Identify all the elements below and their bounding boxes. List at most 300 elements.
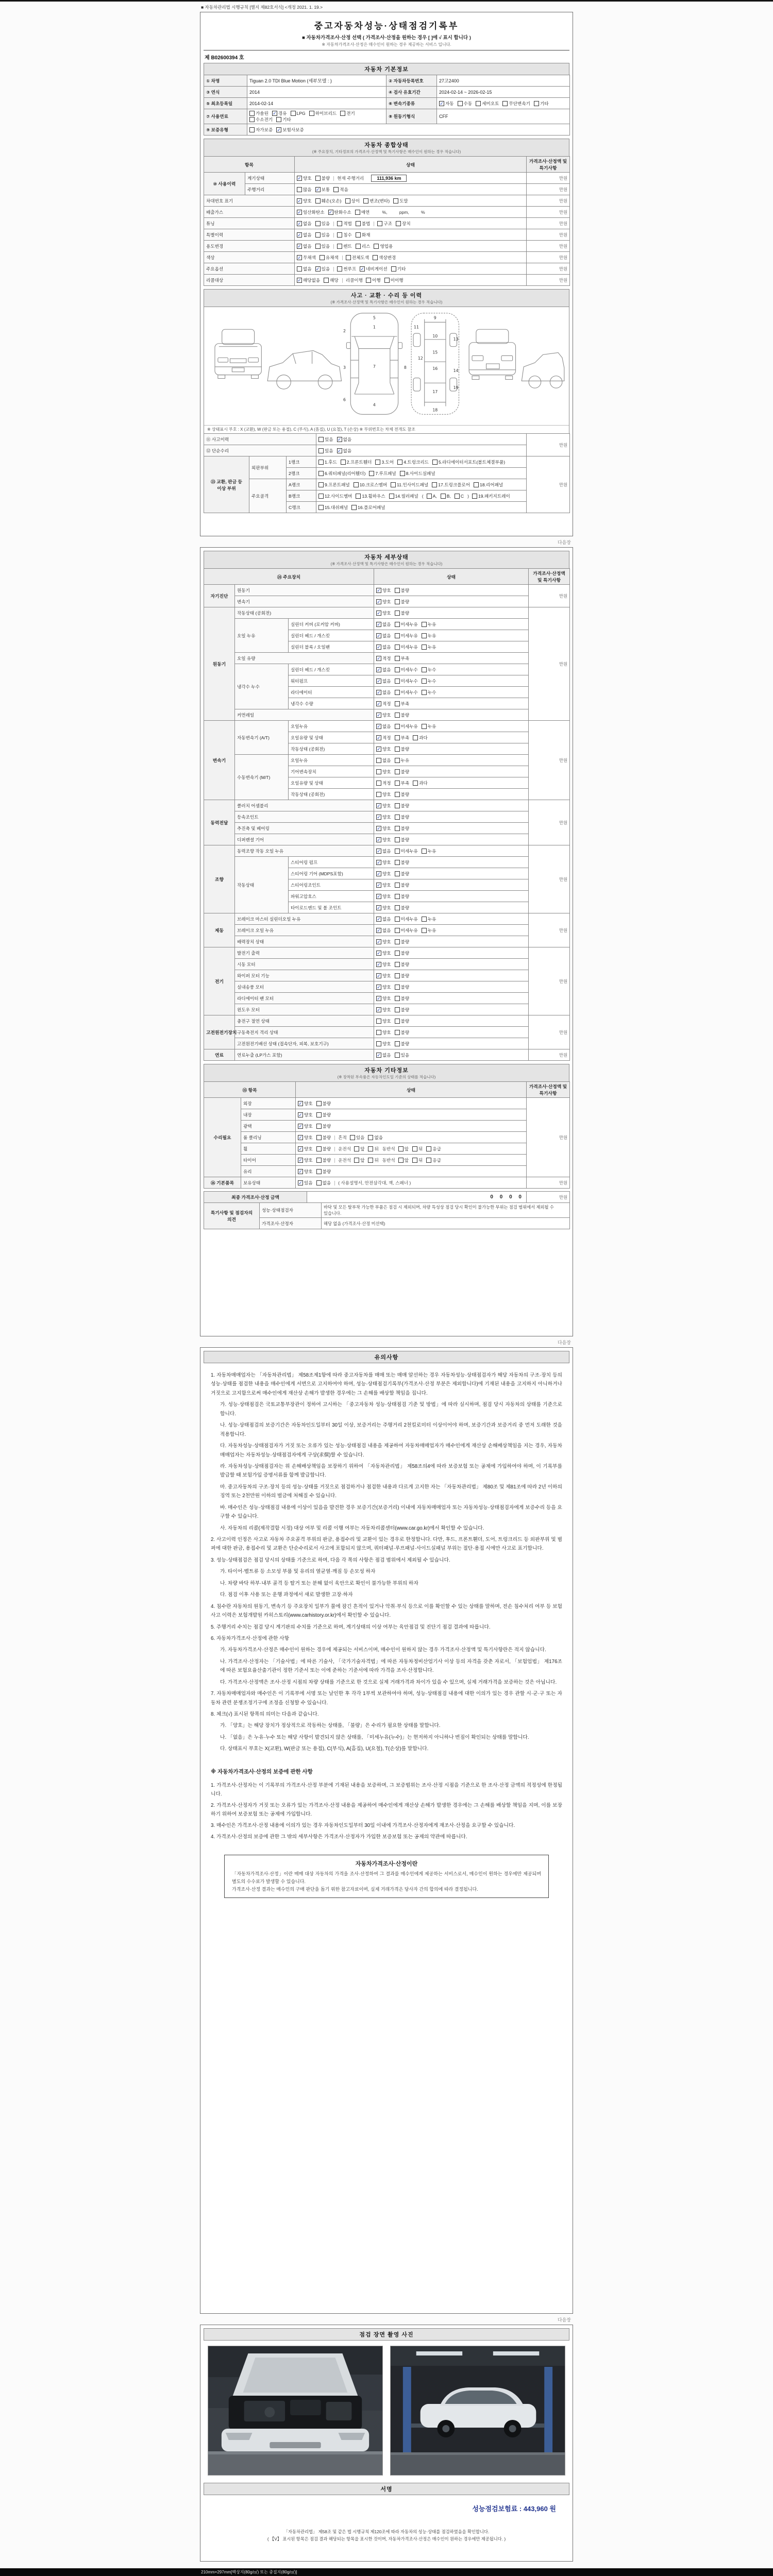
checkbox[interactable] xyxy=(350,1135,355,1140)
checkbox-option[interactable] xyxy=(354,1157,364,1163)
checkbox[interactable]: ✓ xyxy=(298,1157,303,1163)
checkbox[interactable] xyxy=(395,917,400,922)
checkbox-option[interactable] xyxy=(376,621,391,628)
checkbox[interactable]: ✓ xyxy=(377,814,381,820)
checkbox-option[interactable] xyxy=(316,1112,331,1118)
checkbox-option[interactable] xyxy=(395,633,418,639)
checkbox[interactable] xyxy=(426,1146,431,1151)
checkbox-option[interactable] xyxy=(395,599,410,605)
checkbox[interactable] xyxy=(376,1041,381,1046)
checkbox-option[interactable] xyxy=(422,667,436,673)
checkbox-option[interactable] xyxy=(291,111,306,116)
checkbox[interactable]: ✓ xyxy=(377,689,381,695)
checkbox[interactable] xyxy=(315,232,321,238)
checkbox[interactable] xyxy=(376,792,381,797)
checkbox-option[interactable] xyxy=(395,871,410,877)
checkbox[interactable]: ✓ xyxy=(298,1100,303,1106)
checkbox-option[interactable] xyxy=(376,973,391,979)
checkbox[interactable] xyxy=(395,611,400,616)
checkbox[interactable] xyxy=(395,656,400,661)
checkbox[interactable] xyxy=(346,255,351,260)
checkbox[interactable] xyxy=(356,494,361,499)
checkbox[interactable] xyxy=(384,278,390,283)
checkbox-option[interactable] xyxy=(395,995,410,1002)
checkbox-option[interactable] xyxy=(376,723,391,730)
checkbox[interactable] xyxy=(276,117,281,122)
checkbox-option[interactable] xyxy=(376,1007,391,1013)
checkbox[interactable] xyxy=(422,667,427,672)
checkbox[interactable]: ✓ xyxy=(377,837,381,842)
checkbox-option[interactable] xyxy=(455,494,464,499)
checkbox[interactable]: ✓ xyxy=(377,848,381,854)
checkbox[interactable] xyxy=(389,494,394,499)
checkbox-option[interactable] xyxy=(376,882,391,888)
checkbox-option[interactable] xyxy=(318,482,350,488)
checkbox-option[interactable] xyxy=(297,209,325,215)
checkbox-option[interactable] xyxy=(426,1146,441,1152)
checkbox-option[interactable] xyxy=(316,1168,331,1175)
checkbox[interactable] xyxy=(395,781,400,786)
checkbox-option[interactable] xyxy=(315,266,330,272)
checkbox[interactable] xyxy=(391,482,396,487)
checkbox-option[interactable] xyxy=(395,848,418,854)
checkbox[interactable] xyxy=(356,221,361,226)
checkbox[interactable] xyxy=(427,494,432,499)
checkbox[interactable] xyxy=(432,482,437,487)
checkbox[interactable] xyxy=(369,471,374,476)
checkbox-option[interactable] xyxy=(502,100,530,107)
checkbox-option[interactable] xyxy=(395,1018,410,1024)
checkbox-option[interactable] xyxy=(360,266,388,272)
checkbox[interactable] xyxy=(412,1158,417,1163)
checkbox[interactable] xyxy=(315,221,321,226)
checkbox[interactable] xyxy=(393,198,398,204)
checkbox[interactable] xyxy=(315,198,321,204)
checkbox[interactable] xyxy=(395,803,400,808)
checkbox-option[interactable] xyxy=(395,655,410,662)
checkbox[interactable] xyxy=(458,101,463,106)
checkbox[interactable] xyxy=(455,494,460,499)
checkbox[interactable] xyxy=(395,883,400,888)
checkbox[interactable] xyxy=(318,505,324,510)
checkbox[interactable] xyxy=(476,101,481,106)
checkbox-option[interactable] xyxy=(395,905,410,911)
checkbox-option[interactable] xyxy=(298,1180,313,1186)
checkbox[interactable] xyxy=(356,244,361,249)
checkbox-option[interactable] xyxy=(341,459,372,465)
checkbox[interactable]: ✓ xyxy=(377,893,381,899)
checkbox-option[interactable] xyxy=(412,1146,423,1152)
checkbox[interactable]: ✓ xyxy=(337,448,342,453)
checkbox[interactable] xyxy=(395,792,400,797)
checkbox[interactable]: ✓ xyxy=(377,859,381,865)
checkbox[interactable] xyxy=(376,758,381,763)
checkbox[interactable]: ✓ xyxy=(277,127,281,132)
checkbox-option[interactable] xyxy=(376,950,391,956)
checkbox[interactable] xyxy=(395,645,400,650)
checkbox-option[interactable] xyxy=(376,995,391,1002)
checkbox-option[interactable] xyxy=(395,689,418,696)
checkbox-option[interactable] xyxy=(366,277,381,283)
checkbox[interactable] xyxy=(474,482,479,487)
checkbox-option[interactable] xyxy=(422,723,436,730)
checkbox[interactable] xyxy=(354,1158,359,1163)
checkbox[interactable]: ✓ xyxy=(377,973,381,978)
checkbox-option[interactable] xyxy=(315,175,330,181)
checkbox[interactable]: ✓ xyxy=(377,939,381,944)
checkbox-option[interactable] xyxy=(333,187,348,193)
checkbox-option[interactable] xyxy=(309,110,337,116)
checkbox-option[interactable] xyxy=(395,1041,410,1047)
checkbox[interactable]: ✓ xyxy=(328,209,333,215)
checkbox[interactable]: ✓ xyxy=(377,633,381,638)
checkbox[interactable]: ✓ xyxy=(440,100,444,106)
checkbox[interactable]: ✓ xyxy=(298,1180,303,1185)
checkbox[interactable] xyxy=(395,622,400,627)
checkbox[interactable]: ✓ xyxy=(377,871,381,876)
checkbox[interactable] xyxy=(316,1112,322,1117)
checkbox-option[interactable] xyxy=(398,1146,409,1152)
checkbox[interactable] xyxy=(395,894,400,899)
checkbox[interactable] xyxy=(375,460,380,465)
checkbox-option[interactable] xyxy=(376,678,391,684)
checkbox[interactable] xyxy=(249,117,255,122)
checkbox[interactable] xyxy=(316,1101,322,1106)
checkbox[interactable] xyxy=(534,101,539,106)
next-page-label[interactable]: 다음장 xyxy=(557,2317,571,2323)
checkbox[interactable] xyxy=(422,849,427,854)
checkbox-option[interactable] xyxy=(249,110,268,116)
checkbox[interactable] xyxy=(395,1019,400,1024)
checkbox[interactable] xyxy=(373,255,378,260)
checkbox[interactable]: ✓ xyxy=(377,667,381,672)
checkbox-option[interactable] xyxy=(376,825,391,832)
checkbox-option[interactable] xyxy=(395,644,418,650)
checkbox-option[interactable] xyxy=(395,723,418,730)
checkbox-option[interactable] xyxy=(340,110,355,116)
checkbox[interactable]: ✓ xyxy=(377,927,381,933)
checkbox[interactable] xyxy=(395,667,400,672)
checkbox-option[interactable] xyxy=(356,243,371,249)
checkbox-option[interactable] xyxy=(337,266,356,272)
checkbox-option[interactable] xyxy=(376,984,391,990)
checkbox[interactable] xyxy=(422,645,427,650)
checkbox[interactable] xyxy=(472,494,477,499)
checkbox-option[interactable] xyxy=(272,110,287,116)
checkbox[interactable] xyxy=(395,973,400,978)
checkbox-option[interactable] xyxy=(476,100,499,107)
checkbox[interactable] xyxy=(337,232,342,238)
checkbox[interactable] xyxy=(376,1019,381,1024)
checkbox[interactable] xyxy=(395,826,400,831)
checkbox[interactable] xyxy=(391,266,396,272)
checkbox-option[interactable] xyxy=(395,678,418,684)
checkbox[interactable] xyxy=(316,1158,322,1163)
checkbox-option[interactable] xyxy=(345,198,360,204)
checkbox-option[interactable] xyxy=(422,644,436,650)
checkbox[interactable] xyxy=(316,1124,322,1129)
checkbox-option[interactable] xyxy=(376,837,391,843)
checkbox[interactable]: ✓ xyxy=(297,243,301,249)
checkbox[interactable]: ✓ xyxy=(377,655,381,661)
checkbox[interactable]: ✓ xyxy=(377,735,381,740)
checkbox-option[interactable] xyxy=(276,127,304,133)
checkbox[interactable]: ✓ xyxy=(298,1168,303,1174)
checkbox-option[interactable] xyxy=(376,1018,391,1024)
checkbox-option[interactable] xyxy=(395,825,410,832)
checkbox-option[interactable] xyxy=(376,712,391,718)
checkbox-option[interactable] xyxy=(373,255,396,261)
checkbox[interactable]: ✓ xyxy=(377,701,381,706)
checkbox[interactable] xyxy=(354,482,359,487)
checkbox-option[interactable] xyxy=(395,882,410,888)
checkbox-option[interactable] xyxy=(395,712,410,718)
checkbox-option[interactable] xyxy=(376,746,391,752)
checkbox-option[interactable] xyxy=(376,689,391,696)
checkbox-option[interactable] xyxy=(318,493,352,499)
checkbox-option[interactable] xyxy=(377,221,392,227)
checkbox[interactable] xyxy=(340,111,345,116)
checkbox[interactable]: ✓ xyxy=(377,712,381,718)
checkbox-option[interactable] xyxy=(395,769,410,775)
checkbox-option[interactable] xyxy=(249,116,273,123)
checkbox[interactable]: ✓ xyxy=(315,187,320,192)
checkbox[interactable]: ✓ xyxy=(297,221,301,226)
checkbox[interactable]: ✓ xyxy=(377,1052,381,1058)
checkbox[interactable]: ✓ xyxy=(377,950,381,956)
checkbox-option[interactable] xyxy=(376,916,391,922)
checkbox-option[interactable] xyxy=(389,493,418,499)
checkbox-option[interactable] xyxy=(413,735,428,741)
checkbox-option[interactable] xyxy=(363,198,390,204)
checkbox[interactable] xyxy=(368,1158,373,1163)
checkbox-option[interactable] xyxy=(395,757,410,764)
checkbox[interactable]: ✓ xyxy=(377,916,381,922)
checkbox-option[interactable] xyxy=(356,221,371,227)
checkbox[interactable] xyxy=(422,679,427,684)
checkbox-option[interactable] xyxy=(337,243,352,249)
checkbox[interactable] xyxy=(320,255,325,260)
checkbox[interactable] xyxy=(318,437,324,442)
checkbox[interactable] xyxy=(426,1158,431,1163)
checkbox[interactable] xyxy=(318,448,324,453)
checkbox-option[interactable] xyxy=(395,791,410,798)
checkbox-option[interactable] xyxy=(397,459,429,465)
checkbox-option[interactable] xyxy=(432,459,505,465)
checkbox[interactable] xyxy=(315,244,321,249)
checkbox-option[interactable] xyxy=(422,916,436,922)
checkbox-option[interactable] xyxy=(376,769,391,775)
checkbox-option[interactable] xyxy=(534,100,549,107)
checkbox[interactable] xyxy=(316,1135,322,1140)
checkbox-option[interactable] xyxy=(249,127,273,133)
checkbox-option[interactable] xyxy=(316,1180,331,1186)
checkbox[interactable] xyxy=(395,860,400,865)
checkbox[interactable] xyxy=(502,101,508,106)
checkbox-option[interactable] xyxy=(320,255,339,261)
checkbox[interactable] xyxy=(366,278,371,283)
checkbox-option[interactable] xyxy=(324,277,339,283)
checkbox[interactable] xyxy=(376,781,381,786)
checkbox[interactable]: ✓ xyxy=(297,255,301,260)
checkbox-option[interactable] xyxy=(337,436,352,443)
checkbox[interactable] xyxy=(395,588,400,593)
checkbox[interactable]: ✓ xyxy=(360,266,364,272)
checkbox-option[interactable] xyxy=(297,221,312,227)
checkbox-option[interactable] xyxy=(393,198,408,204)
checkbox-option[interactable] xyxy=(398,1157,409,1163)
checkbox-option[interactable] xyxy=(376,610,391,616)
checkbox[interactable] xyxy=(395,701,400,706)
checkbox[interactable] xyxy=(309,111,314,116)
checkbox[interactable]: ✓ xyxy=(377,621,381,627)
checkbox-option[interactable] xyxy=(432,482,470,488)
checkbox-option[interactable] xyxy=(315,187,330,193)
checkbox-option[interactable] xyxy=(315,221,330,227)
checkbox[interactable] xyxy=(395,769,400,774)
checkbox[interactable]: ✓ xyxy=(337,436,342,442)
checkbox-option[interactable] xyxy=(376,803,391,809)
checkbox[interactable] xyxy=(376,769,381,774)
checkbox-option[interactable] xyxy=(297,187,312,193)
checkbox-option[interactable] xyxy=(395,916,418,922)
checkbox-option[interactable] xyxy=(297,277,320,283)
checkbox-option[interactable] xyxy=(298,1112,313,1118)
checkbox[interactable] xyxy=(422,928,427,933)
checkbox[interactable] xyxy=(396,221,401,226)
checkbox[interactable] xyxy=(354,1146,359,1151)
checkbox[interactable]: ✓ xyxy=(377,610,381,616)
checkbox-option[interactable] xyxy=(368,1146,378,1152)
checkbox[interactable] xyxy=(395,849,400,854)
checkbox[interactable] xyxy=(397,460,402,465)
checkbox-option[interactable] xyxy=(395,803,410,809)
checkbox[interactable] xyxy=(395,951,400,956)
checkbox-option[interactable] xyxy=(422,633,436,639)
checkbox-option[interactable] xyxy=(384,277,404,283)
checkbox-option[interactable] xyxy=(474,482,503,488)
checkbox-option[interactable] xyxy=(426,1157,441,1163)
checkbox-option[interactable] xyxy=(297,255,316,261)
checkbox[interactable] xyxy=(395,939,400,944)
checkbox-option[interactable] xyxy=(376,905,391,911)
checkbox-option[interactable] xyxy=(422,678,436,684)
checkbox[interactable]: ✓ xyxy=(377,599,381,604)
checkbox-option[interactable] xyxy=(297,175,312,181)
checkbox[interactable] xyxy=(395,1053,400,1058)
checkbox[interactable] xyxy=(395,871,400,876)
checkbox-option[interactable] xyxy=(395,837,410,843)
checkbox-option[interactable] xyxy=(376,859,391,866)
checkbox[interactable] xyxy=(376,1030,381,1035)
checkbox[interactable] xyxy=(395,962,400,967)
checkbox-option[interactable] xyxy=(315,198,342,204)
checkbox[interactable] xyxy=(318,471,324,476)
checkbox[interactable]: ✓ xyxy=(297,232,301,238)
checkbox-option[interactable] xyxy=(400,470,435,477)
checkbox[interactable] xyxy=(400,471,405,476)
checkbox-option[interactable] xyxy=(395,701,410,707)
checkbox[interactable] xyxy=(363,198,368,204)
checkbox-option[interactable] xyxy=(395,1029,410,1036)
checkbox[interactable]: ✓ xyxy=(297,198,301,204)
checkbox-option[interactable] xyxy=(376,780,391,786)
checkbox[interactable] xyxy=(297,266,302,272)
checkbox-option[interactable] xyxy=(356,232,371,238)
checkbox[interactable] xyxy=(316,1180,322,1185)
checkbox-option[interactable] xyxy=(376,599,391,605)
checkbox-option[interactable] xyxy=(376,655,391,662)
checkbox-option[interactable] xyxy=(316,1157,331,1163)
checkbox-option[interactable] xyxy=(422,927,436,934)
checkbox[interactable] xyxy=(395,905,400,910)
checkbox-option[interactable] xyxy=(337,221,352,227)
checkbox-option[interactable] xyxy=(368,1157,378,1163)
checkbox[interactable] xyxy=(395,599,400,604)
checkbox-option[interactable] xyxy=(318,504,348,511)
checkbox-option[interactable] xyxy=(376,871,391,877)
checkbox-option[interactable] xyxy=(276,116,291,123)
checkbox[interactable] xyxy=(315,176,321,181)
checkbox-option[interactable] xyxy=(395,780,410,786)
checkbox-option[interactable] xyxy=(375,459,394,465)
checkbox-option[interactable] xyxy=(395,746,410,752)
checkbox[interactable] xyxy=(355,210,360,215)
checkbox-option[interactable] xyxy=(316,1100,331,1107)
checkbox[interactable] xyxy=(316,1169,322,1174)
checkbox-option[interactable] xyxy=(354,1146,364,1152)
checkbox-option[interactable] xyxy=(395,859,410,866)
checkbox-option[interactable] xyxy=(458,100,473,107)
checkbox-option[interactable] xyxy=(395,927,418,934)
next-page-label[interactable]: 다음장 xyxy=(557,1340,571,1345)
checkbox[interactable] xyxy=(441,494,446,499)
checkbox[interactable]: ✓ xyxy=(377,803,381,808)
checkbox[interactable] xyxy=(395,1007,400,1012)
checkbox[interactable] xyxy=(395,713,400,718)
checkbox-option[interactable] xyxy=(376,961,391,968)
checkbox-option[interactable] xyxy=(354,482,387,488)
checkbox[interactable] xyxy=(249,111,255,116)
checkbox[interactable] xyxy=(398,1146,404,1151)
checkbox-option[interactable] xyxy=(376,587,391,594)
checkbox-option[interactable] xyxy=(298,1146,313,1152)
checkbox[interactable]: ✓ xyxy=(298,1112,303,1117)
checkbox[interactable] xyxy=(345,198,350,204)
checkbox[interactable] xyxy=(395,679,400,684)
checkbox-option[interactable] xyxy=(297,243,312,249)
checkbox[interactable] xyxy=(398,1158,404,1163)
checkbox[interactable] xyxy=(395,1041,400,1046)
checkbox[interactable] xyxy=(422,724,427,729)
checkbox-option[interactable] xyxy=(298,1100,313,1107)
checkbox[interactable] xyxy=(395,996,400,1001)
checkbox-option[interactable] xyxy=(315,232,330,238)
checkbox[interactable]: ✓ xyxy=(377,1007,381,1012)
checkbox[interactable] xyxy=(318,460,324,465)
checkbox-option[interactable] xyxy=(395,621,418,628)
checkbox-option[interactable] xyxy=(413,780,428,786)
checkbox-option[interactable] xyxy=(395,973,410,979)
checkbox-option[interactable] xyxy=(376,633,391,639)
checkbox[interactable]: ✓ xyxy=(377,644,381,650)
checkbox[interactable] xyxy=(422,690,427,695)
checkbox[interactable]: ✓ xyxy=(377,995,381,1001)
checkbox[interactable] xyxy=(395,758,400,763)
checkbox-option[interactable] xyxy=(298,1123,313,1129)
checkbox-option[interactable] xyxy=(318,470,365,477)
checkbox-option[interactable] xyxy=(369,470,396,477)
